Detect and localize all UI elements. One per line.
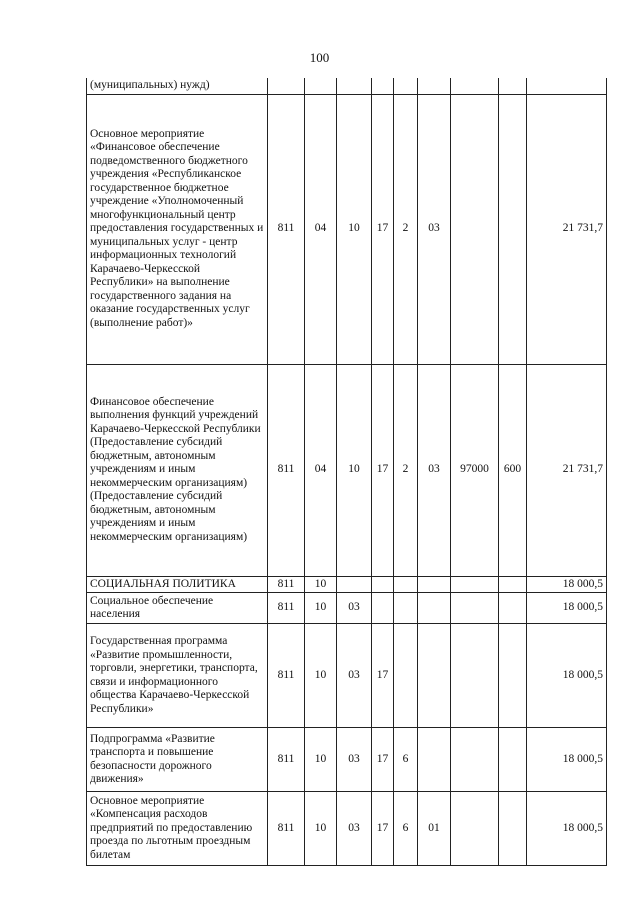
row-name: Подпрограмма «Развитие транспорта и повышение безопасности дорожного движения»	[87, 728, 268, 792]
cell-subprogram	[394, 593, 418, 624]
cell-event	[418, 593, 451, 624]
cell-subprogram	[394, 78, 418, 94]
cell-subprogram	[394, 576, 418, 593]
row-name: Финансовое обеспечение выполнения функций учреждений Карачаево-Черкесской Республики (Предоставление субсидий бюджетным, автономным учреждениям и иным некоммерческим организациям) (Предоставление субсидий бюджетным, автономным учреждениям и иным некоммерческим организациям)	[87, 364, 268, 576]
row-name: СОЦИАЛЬНАЯ ПОЛИТИКА	[87, 576, 268, 593]
row-name: Основное мероприятие «Компенсация расходов предприятий по предоставлению проезда по льготным проездным билетам	[87, 792, 268, 866]
cell-event	[418, 576, 451, 593]
cell-expense-type	[499, 576, 527, 593]
cell-amount: 18 000,5	[527, 593, 607, 624]
cell-expense-type	[499, 728, 527, 792]
cell-section: 10	[305, 593, 337, 624]
cell-program: 17	[372, 364, 394, 576]
table-row	[87, 728, 607, 792]
page-number: 100	[309, 50, 330, 65]
cell-subsection: 10	[337, 364, 372, 576]
cell-ministry: 811	[268, 576, 305, 593]
cell-program	[372, 593, 394, 624]
cell-expense-type	[499, 94, 527, 364]
cell-direction: 97000	[451, 364, 499, 576]
cell-expense-type	[499, 78, 527, 94]
cell-ministry: 811	[268, 792, 305, 866]
table-row	[87, 576, 607, 593]
cell-amount: 21 731,7	[527, 94, 607, 364]
cell-subprogram: 2	[394, 364, 418, 576]
cell-subprogram: 6	[394, 728, 418, 792]
cell-section: 10	[305, 728, 337, 792]
cell-subsection: 03	[337, 792, 372, 866]
cell-expense-type	[499, 624, 527, 728]
cell-section	[305, 78, 337, 94]
cell-ministry: 811	[268, 364, 305, 576]
cell-direction	[451, 593, 499, 624]
cell-ministry: 811	[268, 728, 305, 792]
table-row	[87, 94, 607, 364]
row-name: Социальное обеспечение населения	[87, 593, 268, 624]
cell-amount: 18 000,5	[527, 792, 607, 866]
cell-subsection	[337, 576, 372, 593]
cell-subsection: 03	[337, 593, 372, 624]
cell-event	[418, 78, 451, 94]
table-row	[87, 624, 607, 728]
cell-direction	[451, 78, 499, 94]
cell-ministry	[268, 78, 305, 94]
cell-amount: 18 000,5	[527, 728, 607, 792]
cell-section: 10	[305, 792, 337, 866]
cell-amount	[527, 78, 607, 94]
cell-section: 04	[305, 364, 337, 576]
cell-ministry: 811	[268, 94, 305, 364]
cell-ministry: 811	[268, 624, 305, 728]
cell-program	[372, 78, 394, 94]
budget-table	[86, 78, 607, 866]
row-name: Основное мероприятие «Финансовое обеспечение подведомственного бюджетного учреждения «Республиканское государственное бюджетное учреждение «Уполномоченный многофункциональный центр предоставления государственных и муниципальных услуг - центр информационных технологий Карачаево-Черкесской Республики» на выполнение государственного задания на оказание государственных услуг (выполнение работ)»	[87, 94, 268, 364]
cell-direction	[451, 576, 499, 593]
cell-amount: 18 000,5	[527, 624, 607, 728]
cell-subprogram: 2	[394, 94, 418, 364]
cell-direction	[451, 728, 499, 792]
table-row	[87, 792, 607, 866]
cell-section: 10	[305, 576, 337, 593]
cell-amount: 18 000,5	[527, 576, 607, 593]
cell-section: 04	[305, 94, 337, 364]
cell-expense-type	[499, 593, 527, 624]
cell-expense-type	[499, 792, 527, 866]
cell-program: 17	[372, 728, 394, 792]
cell-program: 17	[372, 792, 394, 866]
cell-event	[418, 728, 451, 792]
cell-subsection	[337, 78, 372, 94]
cell-program	[372, 576, 394, 593]
cell-direction	[451, 792, 499, 866]
row-name: (муниципальных) нужд)	[87, 78, 268, 94]
cell-event: 01	[418, 792, 451, 866]
cell-subprogram: 6	[394, 792, 418, 866]
cell-program: 17	[372, 94, 394, 364]
cell-program: 17	[372, 624, 394, 728]
cell-event: 03	[418, 94, 451, 364]
cell-event	[418, 624, 451, 728]
table-row	[87, 78, 607, 94]
cell-subsection: 10	[337, 94, 372, 364]
cell-subsection: 03	[337, 728, 372, 792]
table-row	[87, 593, 607, 624]
cell-event: 03	[418, 364, 451, 576]
cell-section: 10	[305, 624, 337, 728]
cell-amount: 21 731,7	[527, 364, 607, 576]
cell-expense-type: 600	[499, 364, 527, 576]
cell-ministry: 811	[268, 593, 305, 624]
cell-direction	[451, 94, 499, 364]
table-row	[87, 364, 607, 576]
cell-direction	[451, 624, 499, 728]
cell-subsection: 03	[337, 624, 372, 728]
cell-subprogram	[394, 624, 418, 728]
row-name: Государственная программа «Развитие промышленности, торговли, энергетики, транспорта, связи и информационного общества Карачаево-Черкесской Республики»	[87, 624, 268, 728]
